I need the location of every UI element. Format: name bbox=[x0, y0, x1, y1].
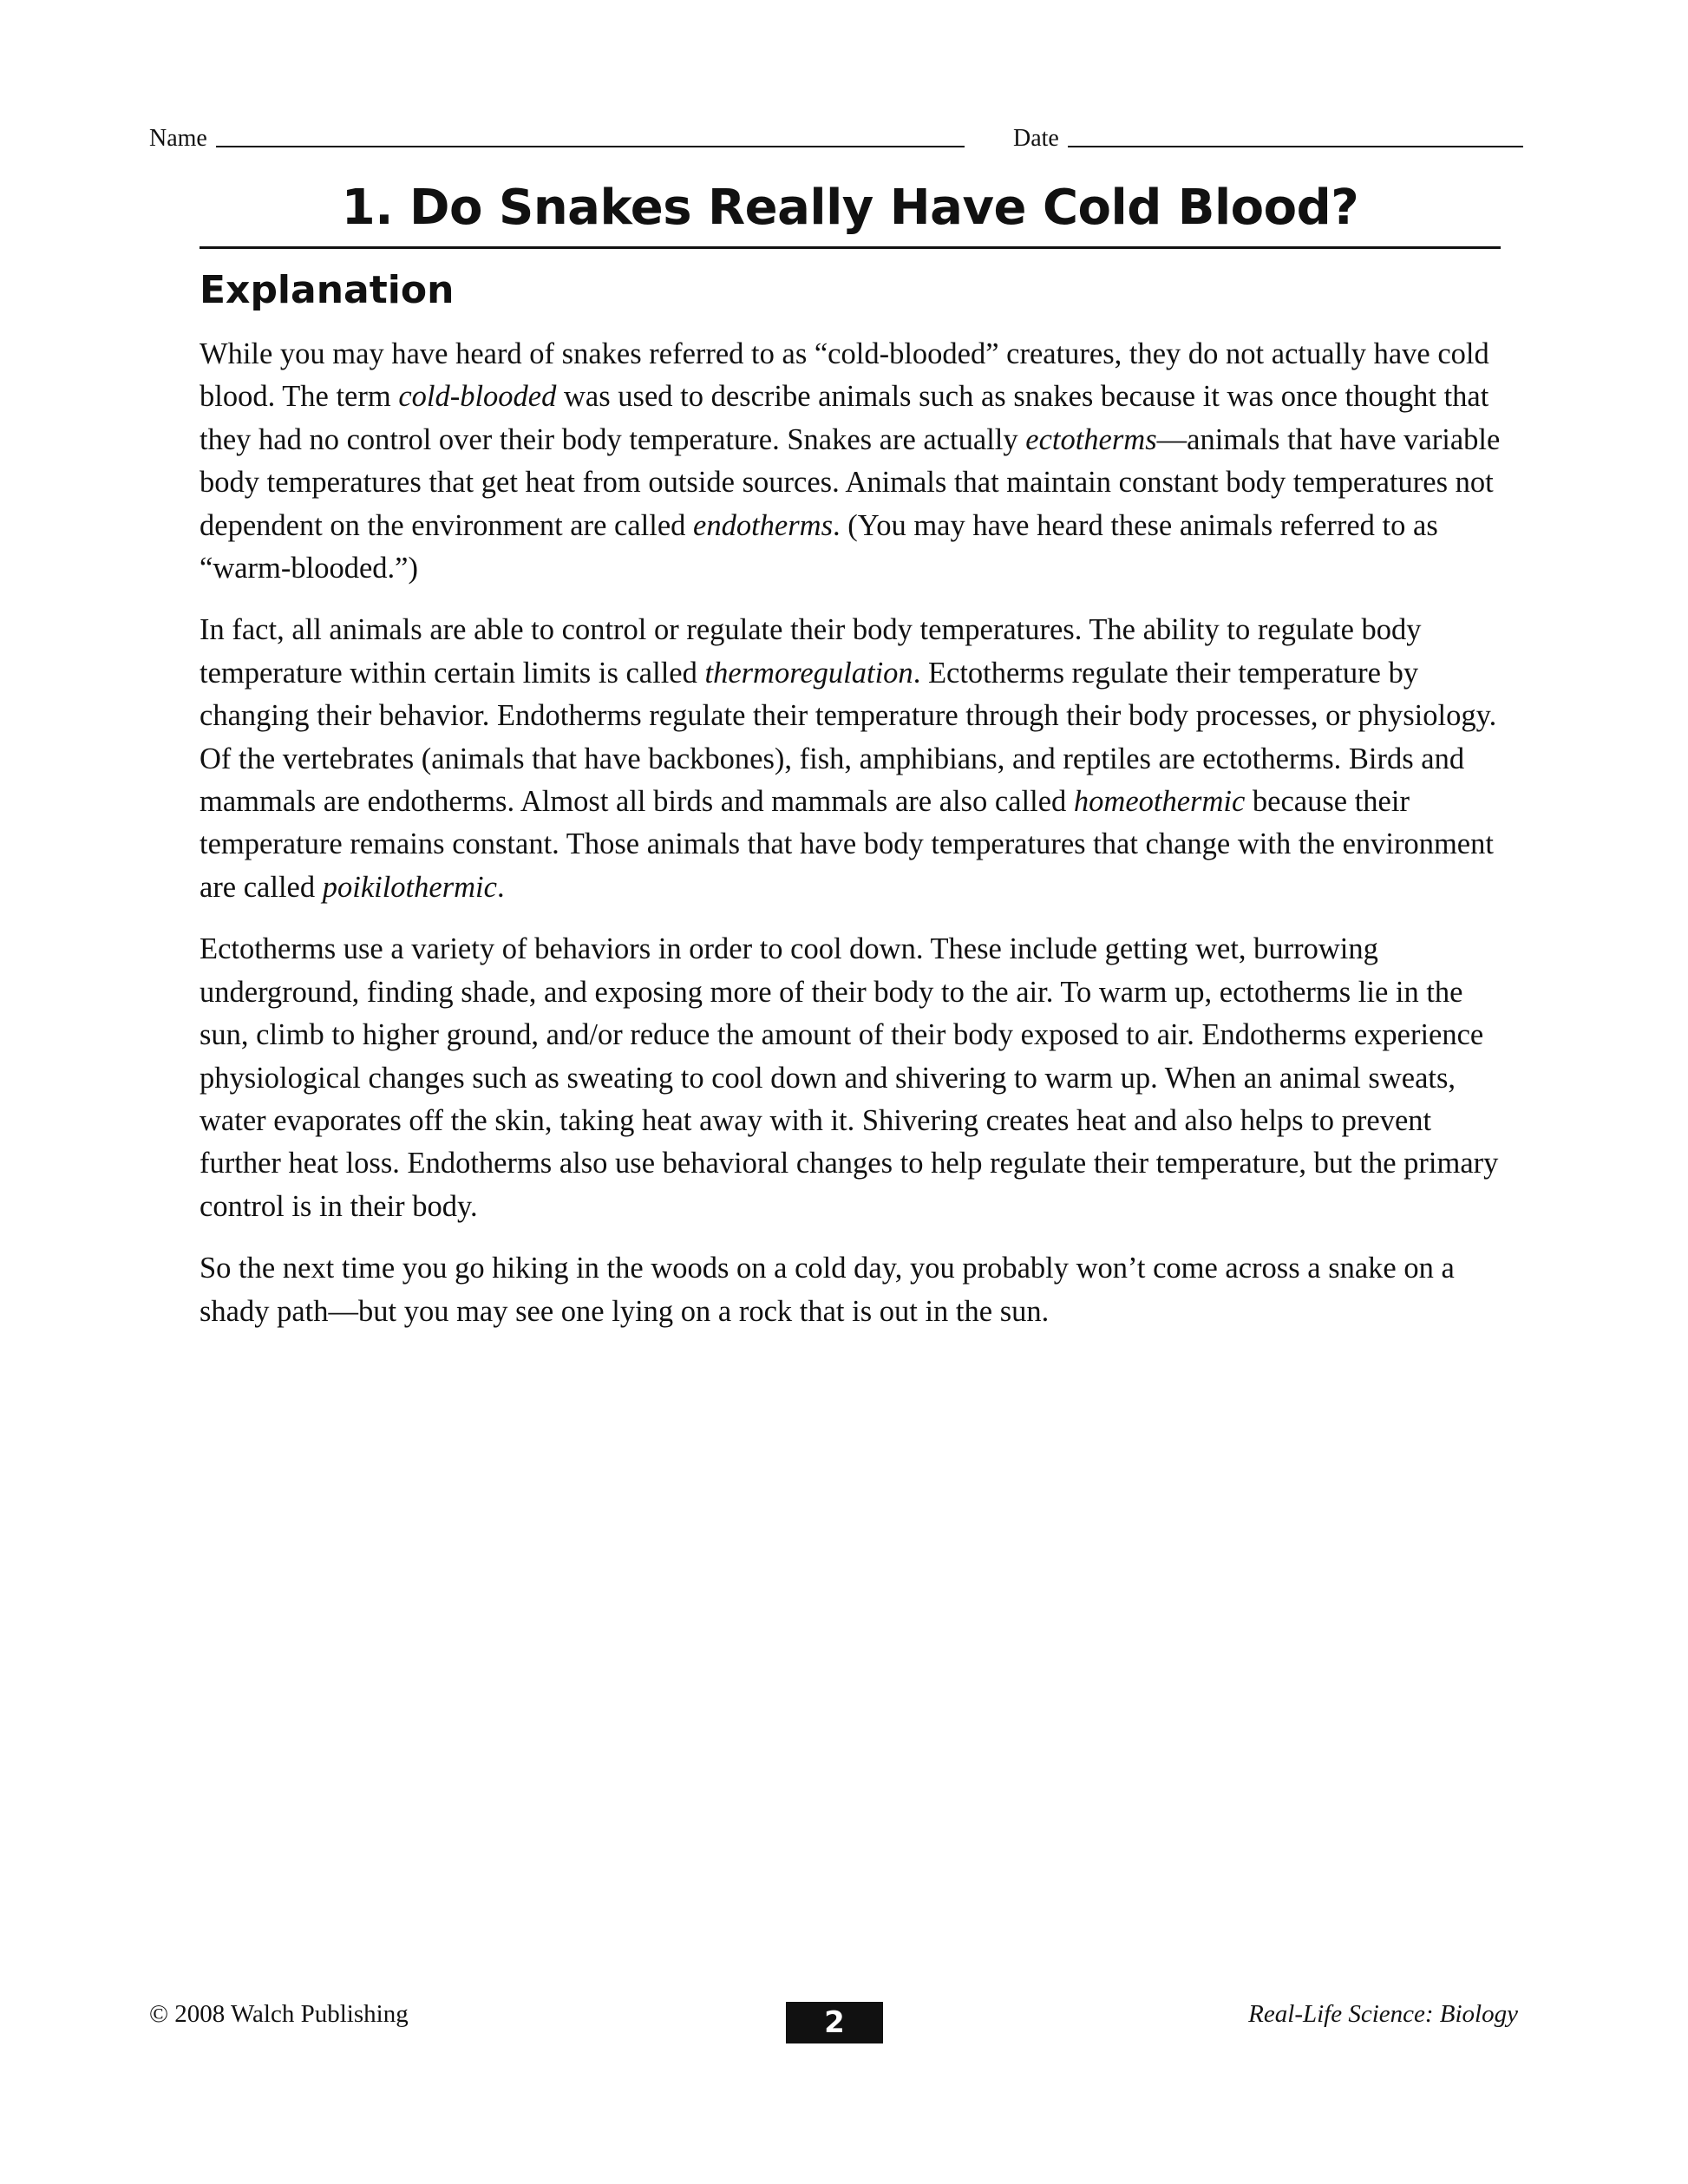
paragraph bbox=[200, 928, 1518, 1228]
text-run: Ectotherms use a variety of behaviors in order to cool down. These include getting wet, burrowing underground, finding shade, and exposing more of their body to the air. To warm up, ectotherms lie in the sun, climb to higher ground, and/or reduce the amount of their body exposed to air. Endotherms experience physiological changes such as sweating to cool down and shivering to warm up. When an animal sweats, water evaporates off the skin, taking heat away with it. Shivering creates heat and also helps to prevent further heat loss. Endotherms also use behavioral changes to help regulate their temperature, but the primary control is in their body. bbox=[200, 932, 1499, 1223]
italic-term: endotherms bbox=[693, 508, 833, 542]
page-number-badge: 2 bbox=[786, 2002, 883, 2043]
text-run: —animals that have variable body temperatures that get heat from outside sources. Animals that maintain constant body temperatures not dependent on the environment are called bbox=[200, 422, 1501, 542]
footer-book-title: Real-Life Science: Biology bbox=[1248, 2000, 1518, 2028]
text-run: was used to describe animals such as snakes because it was once thought that they had no control over their body temperature. Snakes are actually bbox=[200, 380, 1489, 456]
footer-copyright: © 2008 Walch Publishing bbox=[149, 2000, 409, 2028]
text-run: So the next time you go hiking in the woods on a cold day, you probably won’t come across a snake on a shady path—but you may see one lying on a rock that is out in the sun. bbox=[200, 1252, 1455, 1328]
name-write-line[interactable] bbox=[216, 146, 965, 147]
italic-term: ectotherms bbox=[1025, 422, 1157, 456]
page-title: 1. Do Snakes Really Have Cold Blood? bbox=[341, 180, 1359, 236]
text-run: because their temperature remains constant. Those animals that have body temperatures that change with the environment are called bbox=[200, 785, 1494, 904]
text-run: . Ectotherms regulate their temperature by changing their behavior. Endotherms regulate their temperature through their body processes, or physiology. Of the vertebrates (animals that have backbones), fish, amphibians, and reptiles are ectotherms. Birds and mammals are endotherms. Almost all birds and mammals are also called bbox=[200, 656, 1497, 819]
section-heading: Explanation bbox=[200, 268, 455, 312]
name-field[interactable] bbox=[149, 116, 965, 151]
italic-term: homeothermic bbox=[1073, 785, 1246, 819]
paragraph bbox=[200, 609, 1518, 909]
date-write-line[interactable] bbox=[1068, 146, 1523, 147]
date-field[interactable] bbox=[1013, 116, 1523, 151]
italic-term: thermoregulation bbox=[704, 656, 913, 690]
header-row bbox=[149, 116, 1523, 151]
italic-term: cold-blooded bbox=[398, 380, 557, 414]
date-label: Date bbox=[1013, 125, 1059, 152]
body-text bbox=[200, 333, 1518, 1352]
name-label: Name bbox=[149, 125, 207, 152]
text-run: In fact, all animals are able to control or regulate their body temperatures. The ability to regulate body temperature within certain limits is called bbox=[200, 613, 1422, 690]
paragraph bbox=[200, 1247, 1518, 1333]
text-run: While you may have heard of snakes referred to as “cold-blooded” creatures, they do not actually have cold blood. The term bbox=[200, 337, 1489, 414]
text-run: . (You may have heard these animals referred to as “warm-blooded.”) bbox=[200, 508, 1438, 585]
text-run: . bbox=[496, 870, 505, 904]
italic-term: poikilothermic bbox=[322, 870, 497, 904]
paragraph bbox=[200, 333, 1518, 590]
title-divider bbox=[200, 246, 1501, 249]
